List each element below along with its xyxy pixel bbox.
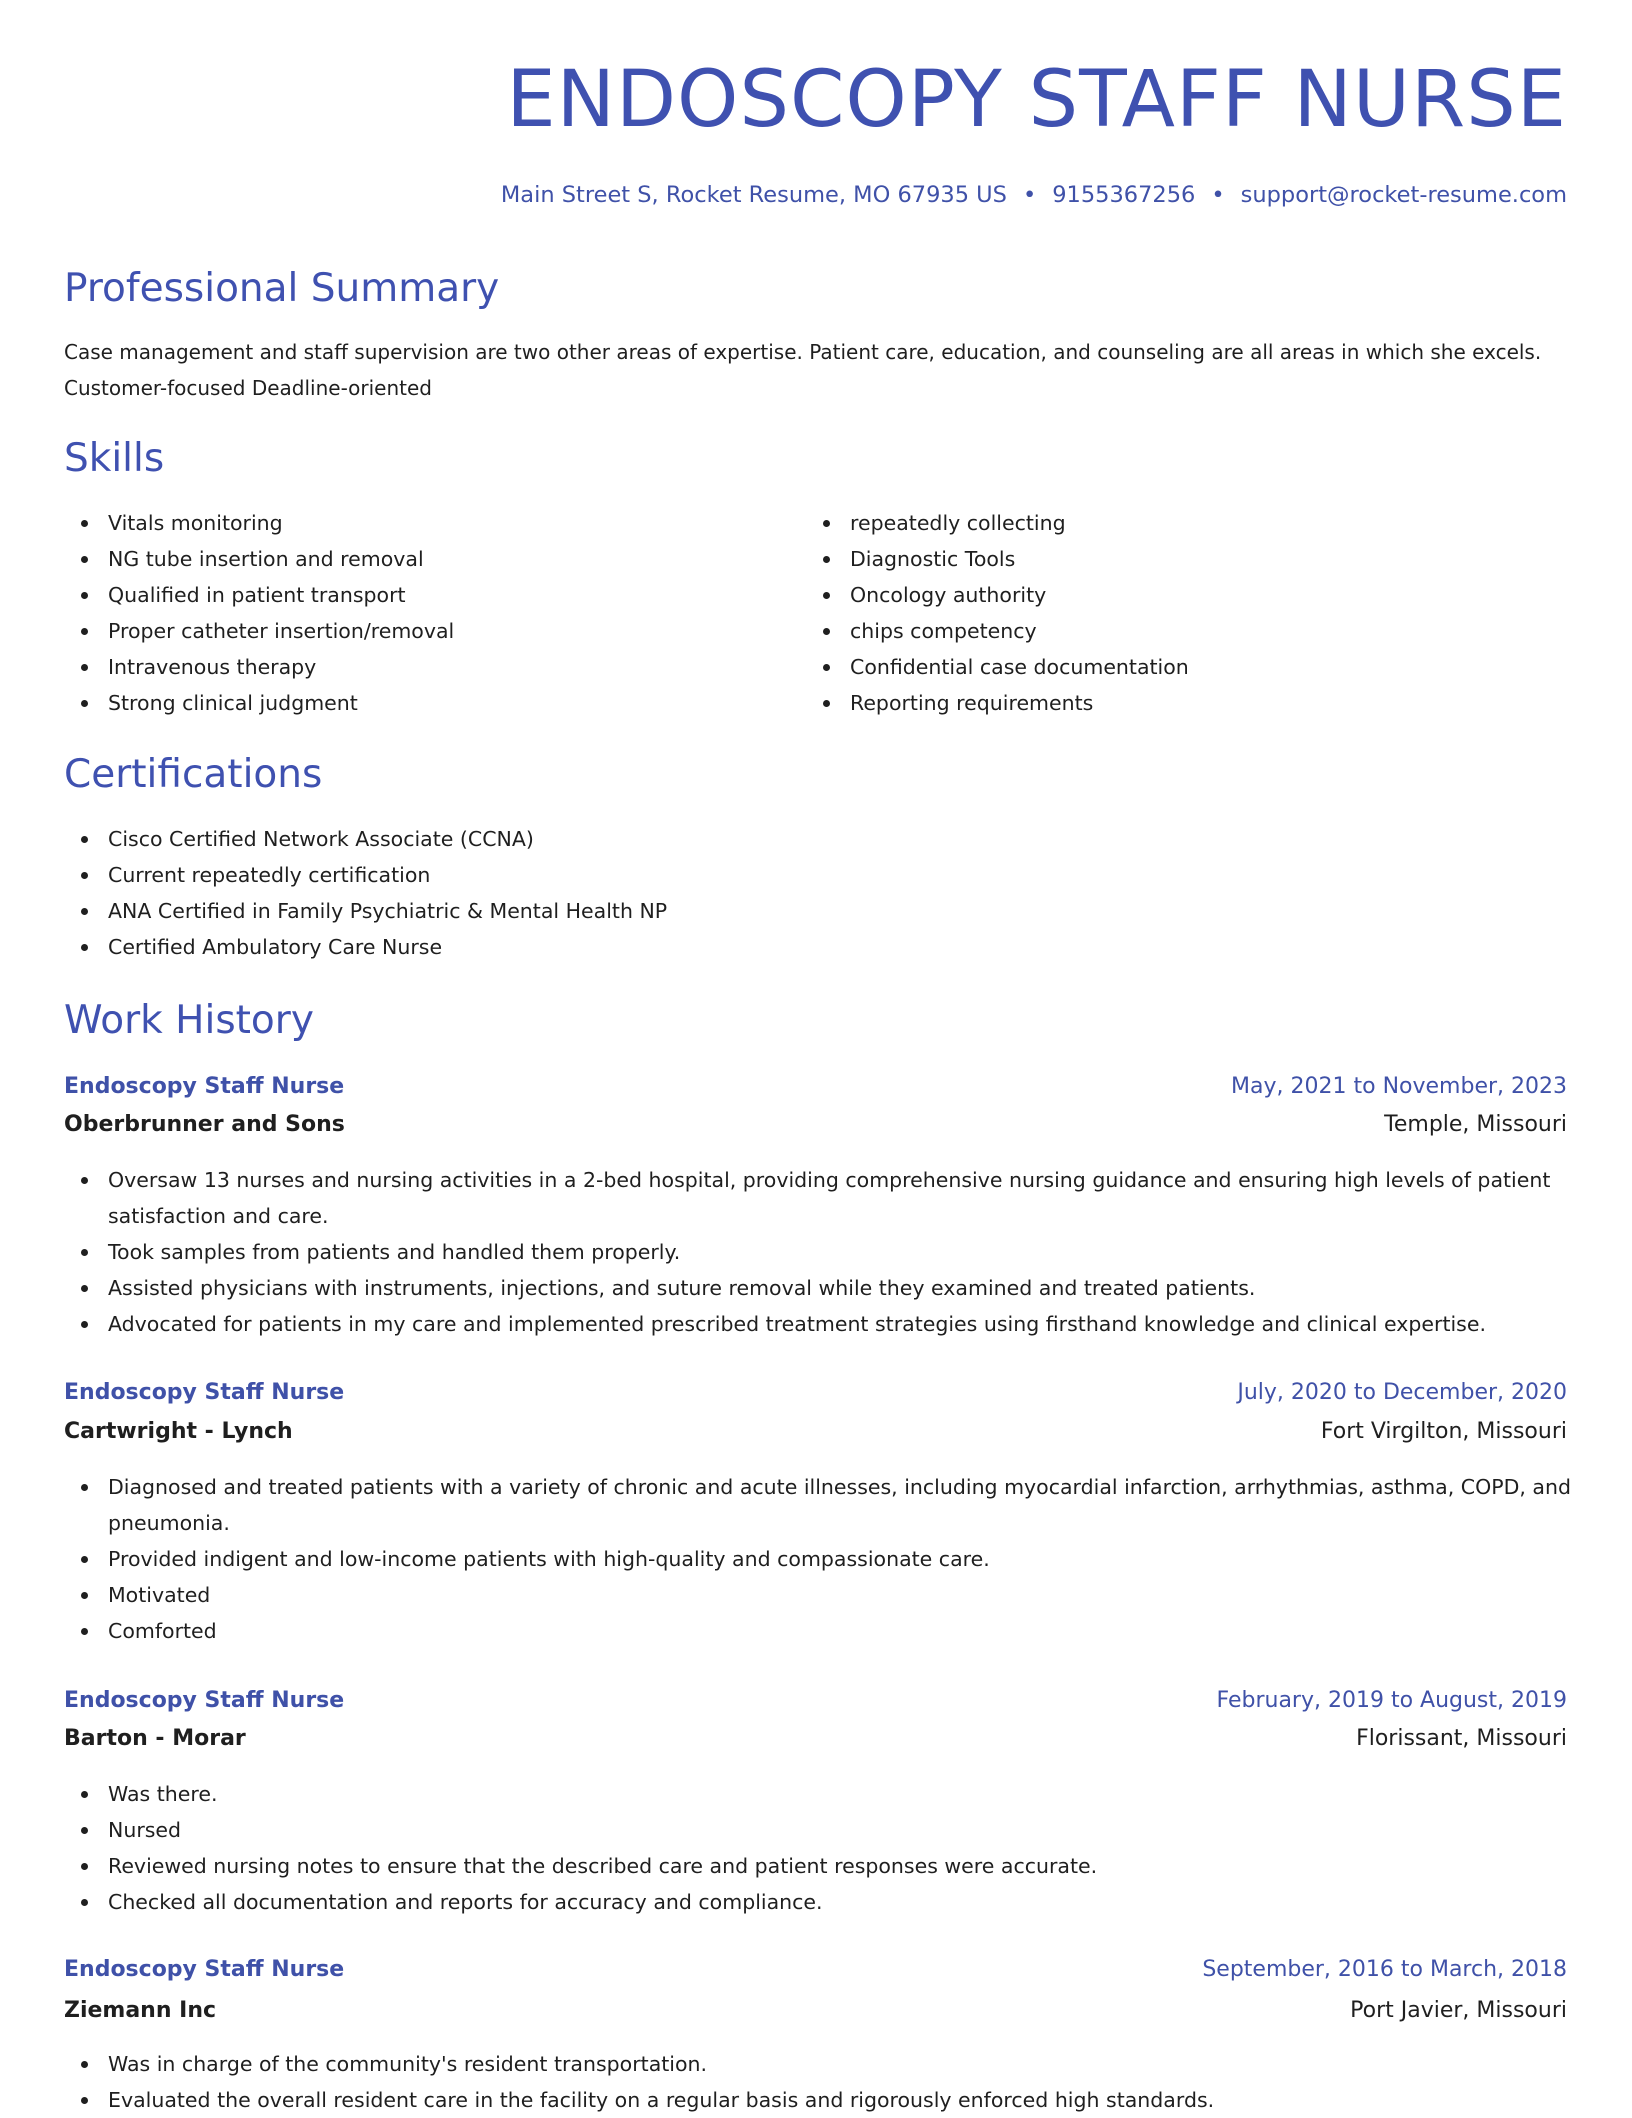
job-title-row <box>64 1376 1567 1410</box>
list-item: Motivated <box>64 1577 1574 1613</box>
job-bullets <box>64 1162 1574 1342</box>
list-item: Vitals monitoring <box>64 505 454 541</box>
list-item: Diagnostic Tools <box>806 541 1189 577</box>
address: Main Street S, Rocket Resume, MO 67935 US <box>500 182 1007 208</box>
work-history-heading: Work History <box>64 998 314 1043</box>
job-company-row <box>64 1415 1567 1449</box>
list-item: Was in charge of the community's resident transportation. <box>64 2046 1574 2082</box>
job-title-row <box>64 1684 1567 1718</box>
job-company-row <box>64 1108 1567 1142</box>
list-item: Nursed <box>64 1812 1574 1848</box>
list-item: Current repeatedly certification <box>64 857 667 893</box>
list-item: Intravenous therapy <box>64 649 454 685</box>
job-location: Temple, Missouri <box>1384 1112 1567 1137</box>
company-name: Barton - Morar <box>64 1726 246 1751</box>
page-title: ENDOSCOPY STAFF NURSE <box>506 55 1567 145</box>
list-item: Qualified in patient transport <box>64 577 454 613</box>
job-bullets <box>64 1469 1574 1649</box>
separator-dot: • <box>1022 182 1037 208</box>
job-dates: May, 2021 to November, 2023 <box>1231 1074 1567 1099</box>
certifications-list <box>64 821 667 965</box>
list-item: Reviewed nursing notes to ensure that the described care and patient responses were accurate. <box>64 1848 1574 1884</box>
list-item: Took samples from patients and handled them properly. <box>64 1234 1574 1270</box>
list-item: Proper catheter insertion/removal <box>64 613 454 649</box>
list-item: Strong clinical judgment <box>64 685 454 721</box>
company-name: Oberbrunner and Sons <box>64 1112 345 1137</box>
list-item: NG tube insertion and removal <box>64 541 454 577</box>
resume-header <box>501 52 1567 210</box>
skills-heading: Skills <box>64 436 165 481</box>
certifications-heading: Certifications <box>64 752 323 797</box>
list-item: ANA Certified in Family Psychiatric & Mental Health NP <box>64 893 667 929</box>
list-item: Oncology authority <box>806 577 1189 613</box>
list-item: Comforted <box>64 1613 1574 1649</box>
list-item: Advocated for patients in my care and implemented prescribed treatment strategies using firsthand knowledge and clinical expertise. <box>64 1306 1574 1342</box>
job-title: Endoscopy Staff Nurse <box>64 1957 345 1982</box>
summary-heading: Professional Summary <box>64 266 500 311</box>
list-item: Diagnosed and treated patients with a variety of chronic and acute illnesses, including myocardial infarction, arrhythmias, asthma, COPD, and pneumonia. <box>64 1469 1574 1541</box>
skills-list-left <box>64 505 454 721</box>
list-item: Reporting requirements <box>806 685 1189 721</box>
job-bullets <box>64 2046 1574 2118</box>
list-item: Certified Ambulatory Care Nurse <box>64 929 667 965</box>
job-location: Florissant, Missouri <box>1356 1726 1567 1751</box>
job-location: Port Javier, Missouri <box>1350 1998 1567 2023</box>
job-bullets <box>64 1776 1574 1920</box>
list-item: Checked all documentation and reports for accuracy and compliance. <box>64 1884 1574 1920</box>
company-name: Cartwright - Lynch <box>64 1419 293 1444</box>
job-title: Endoscopy Staff Nurse <box>64 1380 345 1405</box>
job-title-row <box>64 1070 1567 1104</box>
list-item: Evaluated the overall resident care in the facility on a regular basis and rigorously enforced high standards. <box>64 2082 1574 2118</box>
job-title: Endoscopy Staff Nurse <box>64 1688 345 1713</box>
job-location: Fort Virgilton, Missouri <box>1320 1419 1567 1444</box>
contact-line <box>501 180 1567 210</box>
separator-dot: • <box>1211 182 1225 208</box>
job-dates: September, 2016 to March, 2018 <box>1202 1957 1567 1982</box>
list-item: chips competency <box>806 613 1189 649</box>
list-item: Oversaw 13 nurses and nursing activities in a 2-bed hospital, providing comprehensive nursing guidance and ensuring high levels of patient satisfaction and care. <box>64 1162 1574 1234</box>
list-item: Assisted physicians with instruments, injections, and suture removal while they examined and treated patients. <box>64 1270 1574 1306</box>
list-item: Confidential case documentation <box>806 649 1189 685</box>
phone: 9155367256 <box>1052 182 1196 208</box>
job-title: Endoscopy Staff Nurse <box>64 1074 345 1099</box>
list-item: Was there. <box>64 1776 1574 1812</box>
list-item: Cisco Certified Network Associate (CCNA) <box>64 821 667 857</box>
summary-text: Case management and staff supervision are two other areas of expertise. Patient care, education, and counseling are all areas in which she excels. Customer-focused Deadline-oriented <box>64 340 1542 400</box>
email-link[interactable]: support@rocket-resume.com <box>1240 182 1567 208</box>
company-name: Ziemann Inc <box>64 1998 217 2023</box>
list-item: Provided indigent and low-income patients with high-quality and compassionate care. <box>64 1541 1574 1577</box>
job-company-row <box>64 1994 1567 2028</box>
job-title-row <box>64 1953 1567 1987</box>
job-company-row <box>64 1722 1567 1756</box>
list-item: repeatedly collecting <box>806 505 1189 541</box>
job-dates: February, 2019 to August, 2019 <box>1216 1688 1567 1713</box>
job-dates: July, 2020 to December, 2020 <box>1237 1380 1567 1405</box>
skills-list-right <box>806 505 1189 721</box>
